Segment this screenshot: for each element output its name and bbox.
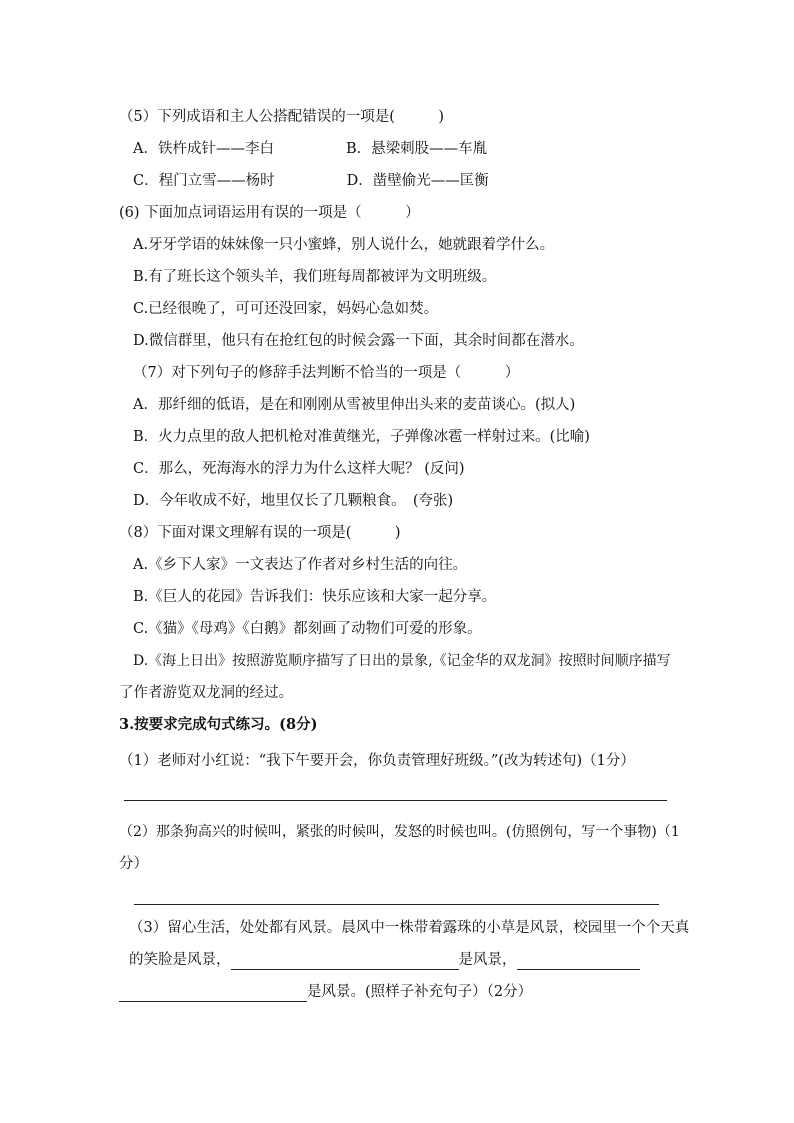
q5-options-row-1 [133,139,487,159]
q8-option-d: D.《海上日出》按照游览顺序描写了日出的景象,《记金华的双龙洞》按照时间顺序描写 [133,653,671,669]
q5-stem: （5）下列成语和主人公搭配错误的一项是( ) [119,109,445,125]
q8-stem: （8）下面对课文理解有误的一项是( ) [119,525,401,541]
sentence-3-blank-2[interactable] [517,955,640,970]
q7-option-d: D．今年收成不好，地里仅长了几颗粮食。 (夸张) [133,493,454,509]
q6-stem: (6) 下面加点词语运用有误的一项是（ ） [119,205,420,221]
q7-option-b: B．火力点里的敌人把机枪对准黄继光，子弹像冰雹一样射过来。(比喻) [133,429,590,445]
q5-option-b: B．悬梁刺股——车胤 [345,141,488,157]
q8-option-a: A.《乡下人家》一文表达了作者对乡村生活的向往。 [133,557,468,573]
q6-option-b: B.有了班长这个领头羊，我们班每周都被评为文明班级。 [133,269,497,285]
sentence-3-text-b: 是风景， [458,952,517,968]
q8-option-b: B.《巨人的花园》告诉我们：快乐应该和大家一起分享。 [133,589,497,605]
sentence-3-text-a: 的笑脸是风景， [129,952,231,968]
q7-option-a: A．那纤细的低语，是在和刚刚从雪被里伸出头来的麦苗谈心。(拟人) [133,397,576,413]
q7-stem: （7）对下列句子的修辞手法判断不恰当的一项是（ ） [133,365,520,381]
sentence-3-prompt: （3）留心生活，处处都有风景。晨风中一株带着露珠的小草是风景，校园里一个个天真 [129,920,690,936]
sentence-3-text-c: 是风景。(照样子补充句子）（2分） [307,984,533,1000]
q8-option-c: C.《猫》《母鸡》《白鹅》都刻画了动物们可爱的形象。 [133,621,482,637]
q5-option-d: D．凿壁偷光——匡衡 [346,173,489,189]
q5-option-a: A．铁杵成针——李白 [133,141,274,157]
q6-option-d: D.微信群里，他只有在抢红包的时候会露一下面，其余时间都在潜水。 [133,333,584,349]
sentence-3-blank-2-continued[interactable] [119,987,307,1002]
sentence-3-line-2 [129,950,640,970]
q5-option-c: C．程门立雪——杨时 [133,173,275,189]
sentence-1-prompt: （1）老师对小红说：“我下午要开会，你负责管理好班级。”(改为转述句)（1分） [119,753,635,769]
q8-option-d-continued: 了作者游览双龙洞的经过。 [119,685,293,701]
sentence-1-answer-line[interactable] [124,800,667,801]
sentence-3-blank-1[interactable] [231,955,459,970]
sentence-3-line-3 [119,982,532,1002]
sentence-2-prompt: （2）那条狗高兴的时候叫，紧张的时候叫，发怒的时候也叫。(仿照例句，写一个事物)（1 [119,824,680,840]
section-3-heading: 3.按要求完成句式练习。(8分) [119,716,318,733]
q7-option-c: C．那么，死海海水的浮力为什么这样大呢？ (反问) [133,461,465,477]
sentence-2-answer-line[interactable] [134,904,659,905]
q5-options-row-2 [133,171,489,191]
q6-option-a: A.牙牙学语的妹妹像一只小蜜蜂，别人说什么，她就跟着学什么。 [133,237,555,253]
q6-option-c: C.已经很晚了，可可还没回家，妈妈心急如焚。 [133,301,439,317]
sentence-2-prompt-continued: 分） [119,856,148,872]
